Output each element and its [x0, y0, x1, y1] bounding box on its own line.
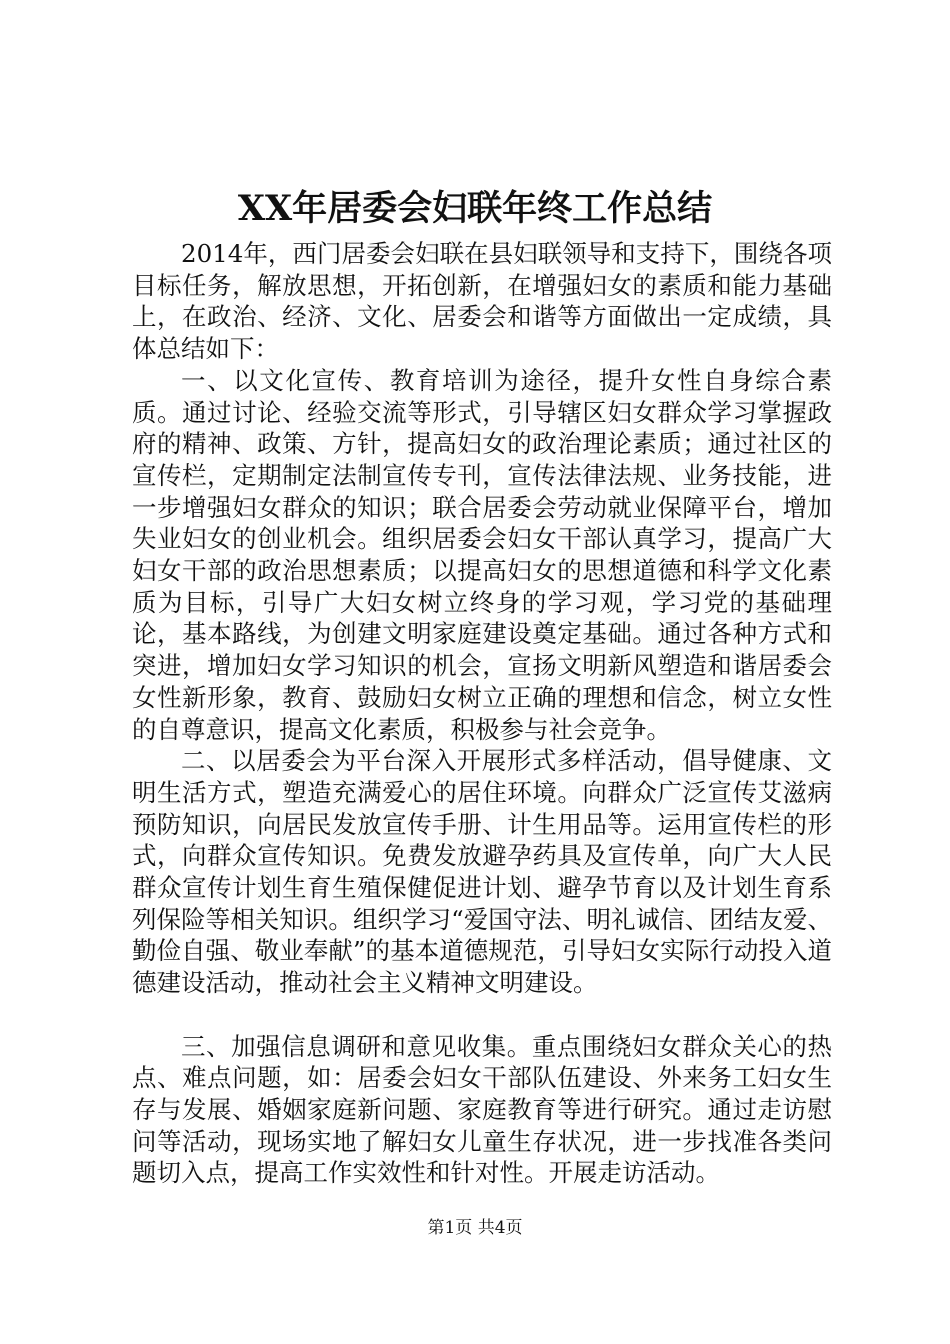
document-body	[132, 238, 832, 1189]
paragraph-section-3: 三、加强信息调研和意见收集。重点围绕妇女群众关心的热点、难点问题，如：居委会妇女干部队伍建设、外来务工妇女生存与发展、婚姻家庭新问题、家庭教育等进行研究。通过走访慰问等活动，现场实地了解妇女儿童生存状况，进一步找准各类问题切入点，提高工作实效性和针对性。开展走访活动。	[132, 1031, 832, 1188]
paragraph-section-2: 二、以居委会为平台深入开展形式多样活动，倡导健康、文明生活方式，塑造充满爱心的居住环境。向群众广泛宣传艾滋病预防知识，向居民发放宣传手册、计生用品等。运用宣传栏的形式，向群众宣传知识。免费发放避孕药具及宣传单，向广大人民群众宣传计划生育生殖保健促进计划、避孕节育以及计划生育系列保险等相关知识。组织学习“爱国守法、明礼诚信、团结友爱、勤俭自强、敬业奉献”的基本道德规范，引导妇女实际行动投入道德建设活动，推动社会主义精神文明建设。	[132, 746, 832, 998]
page-number-footer: 第1页 共4页	[427, 1218, 523, 1238]
document-title: XX年居委会妇联年终工作总结	[237, 188, 713, 229]
paragraph-intro: 2014年，西门居委会妇联在县妇联领导和支持下，围绕各项目标任务，解放思想，开拓创新，在增强妇女的素质和能力基础上，在政治、经济、文化、居委会和谐等方面做出一定成绩，具体总结如下：	[132, 239, 832, 364]
paragraph-section-1: 一、以文化宣传、教育培训为途径，提升女性自身综合素质。通过讨论、经验交流等形式，引导辖区妇女群众学习掌握政府的精神、政策、方针，提高妇女的政治理论素质；通过社区的宣传栏，定期制定法制宣传专刊，宣传法律法规、业务技能，进一步增强妇女群众的知识；联合居委会劳动就业保障平台，增加失业妇女的创业机会。组织居委会妇女干部认真学习，提高广大妇女干部的政治思想素质；以提高妇女的思想道德和科学文化素质为目标，引导广大妇女树立终身的学习观，学习党的基础理论，基本路线，为创建文明家庭建设奠定基础。通过各种方式和突进，增加妇女学习知识的机会，宣扬文明新风塑造和谐居委会女性新形象，教育、鼓励妇女树立正确的理想和信念，树立女性的自尊意识，提高文化素质，积极参与社会竞争。	[132, 365, 832, 744]
